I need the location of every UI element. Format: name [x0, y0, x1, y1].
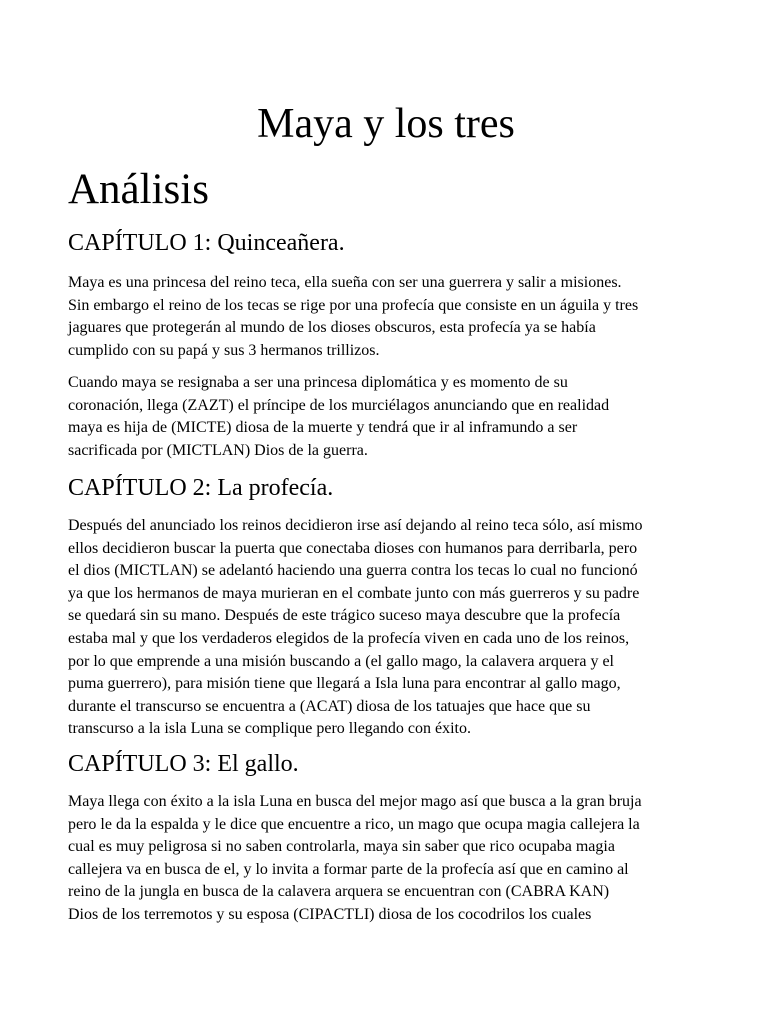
- text-line: jaguares que protegerán al mundo de los dioses obscuros, esta profecía ya se había: [68, 319, 596, 337]
- chapter-1-paragraph-2: [68, 372, 708, 462]
- text-line: Después del anunciado los reinos decidieron irse así dejando al reino teca sólo, así mismo: [68, 517, 643, 534]
- chapter-2-paragraph-1: [68, 515, 708, 741]
- text-line: cual es muy peligrosa si no saben controlarla, maya sin saber que rico ocupaba magia: [68, 838, 615, 856]
- text-line: por lo que emprende a una misión buscando a (el gallo mago, la calavera arquera y el: [68, 652, 614, 670]
- text-line: Dios de los terremotos y su esposa (CIPACTLI) diosa de los cocodrilos los cuales: [68, 905, 592, 923]
- text-line: Sin embargo el reino de los tecas se rige por una profecía que consiste en un águila y tres: [68, 296, 639, 314]
- text-line: transcurso a la isla Luna se complique pero llegando con éxito.: [68, 720, 471, 738]
- text-line: ellos decidieron buscar la puerta que conectaba dioses con humanos para derribarla, pero: [68, 539, 638, 557]
- text-line: Maya llega con éxito a la isla Luna en busca del mejor mago así que busca a la gran bruja: [68, 793, 642, 810]
- text-line: se quedará sin su mano. Después de este trágico suceso maya descubre que la profecía: [68, 607, 621, 625]
- text-line: durante el transcurso se encuentra a (ACAT) diosa de los tatuajes que hace que su: [68, 697, 591, 715]
- chapter-2-heading: CAPÍTULO 2: La profecía.: [68, 475, 334, 501]
- document-title: Maya y los tres: [257, 101, 515, 147]
- text-line: estaba mal y que los verdaderos elegidos de la profecía viven en cada uno de los reinos,: [68, 629, 630, 647]
- text-line: cumplido con su papá y sus 3 hermanos trillizos.: [68, 341, 380, 359]
- chapter-1-paragraph-1: [68, 272, 708, 362]
- text-line: sacrificada por (MICTLAN) Dios de la guerra.: [68, 441, 368, 459]
- text-line: puma guerrero), para misión tiene que llegará a Isla luna para encontrar al gallo mago,: [68, 675, 621, 693]
- text-line: ya que los hermanos de maya murieran en el combate junto con más guerreros y su padre: [68, 584, 640, 602]
- text-line: pero le da la espalda y le dice que encuentre a rico, un mago que ocupa magia callejera la: [68, 815, 640, 833]
- text-line: reino de la jungla en busca de la calavera arquera se encuentran con (CABRA KAN): [68, 883, 610, 901]
- chapter-1-heading: CAPÍTULO 1: Quinceañera.: [68, 230, 345, 256]
- text-line: maya es hija de (MICTE) diosa de la muerte y tendrá que ir al inframundo a ser: [68, 419, 578, 437]
- text-line: coronación, llega (ZAZT) el príncipe de los murciélagos anunciando que en realidad: [68, 396, 610, 414]
- text-line: el dios (MICTLAN) se adelantó haciendo una guerra contra los tecas lo cual no funcionó: [68, 562, 638, 580]
- text-line: Cuando maya se resignaba a ser una princesa diplomática y es momento de su: [68, 374, 568, 391]
- chapter-3-paragraph-1: [68, 791, 708, 927]
- chapter-3-heading: CAPÍTULO 3: El gallo.: [68, 751, 299, 777]
- text-line: Maya es una princesa del reino teca, ella sueña con ser una guerrera y salir a misiones.: [68, 274, 622, 291]
- text-line: callejera va en busca de el, y lo invita a formar parte de la profecía así que en camino al: [68, 860, 629, 878]
- document-subtitle: Análisis: [68, 166, 209, 213]
